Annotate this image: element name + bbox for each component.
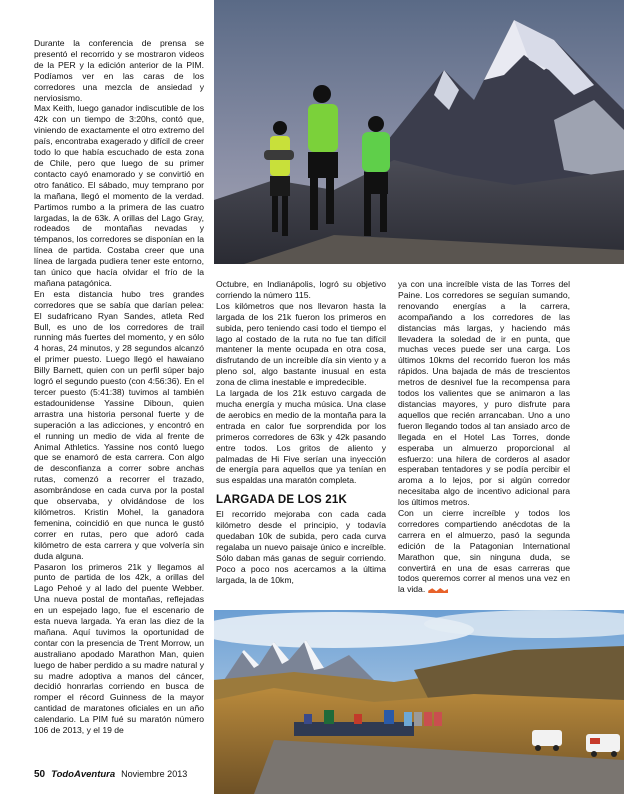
- paragraph: En esta distancia hubo tres grandes corredores que se sabía que darían pelea: El sudafricano Ryan Sandes, atleta Red Bull, es uno de los corredores de trail running más fuertes del momento, y en sólo 4 horas, 24 minutos, y 28 segundos alcanzó el primer puesto. Luego llegó el hawaiano Billy Barnett, quien con un perfil súper bajo logró el segundo puesto (con 4:56:36). En el tercer puesto (5:41:38) tuvimos al también estadounidense Yassine Diboun, quien arrastra una historia personal fuerte y de superación a las adicciones, y encontró en el running un medio de vida al frente de Animal Athletics. Yassine nos contó luego que se enamoró de esta carrera. Con algo de desconfianza a correr sobre anchas rutas, comenzó a recorrer el trazado, asombrándose en cada curva por la postal que observaba, y olvidándose de los kilómetros. Kristin Mohel, la ganadora femenina, coincidió en que nunca le gustó correr en rutas, pero que adoró cada kilómetro de esta carrera y que volvería sin duda alguna.: [34, 288, 204, 561]
- torres-del-paine-photo: [214, 610, 624, 794]
- paragraph: Max Keith, luego ganador indiscutible de los 42k con un tiempo de 3:20hs, contó que, viniendo de exactamente el otro extremo del país, encontraba exagerado y difícil de creer todo lo que había escuchado de esta zona de Chile, pero que luego de su primer contacto cayó enamorado y se convirtió en otro fanático. El sábado, muy temprano por la mañana, llegó el momento de la verdad. Partimos rumbo a la primera de las cuatro largadas, la de 63k. A orillas del Lago Gray, rodeados de montañas nevadas y témpanos, los corredores se disponían en la línea de partida. Costaba creer que una línea de largada pudiera tener este entorno, tan único que hacía olvidar el frío de la mañana patagónica.: [34, 103, 204, 288]
- paragraph: Octubre, en Indianápolis, logró su objetivo corriendo la número 115.: [216, 279, 386, 300]
- issue-date: Noviembre 2013: [121, 769, 188, 779]
- paragraph: Durante la conferencia de prensa se presentó el recorrido y se mostraron videos de la PER y la edición anterior de la PIM. Podíamos ver en las caras de los corredores una mezcla de ansiedad y nerviosismo.: [34, 38, 204, 103]
- magazine-name: TodoAventura: [51, 769, 116, 780]
- article-column-3: [398, 279, 570, 595]
- closing-paragraph-text: Con un cierre increíble y todos los corredores compartiendo anécdotas de la carrera en el almuerzo, pasó la segunda edición de la Patagonian International Marathon que, sin ninguna duda, se convertirá en una de esas carreras que todos queremos correr al menos una vez en la vida.: [398, 508, 570, 595]
- paragraph: La largada de los 21k estuvo cargada de mucha energía y mucha música. Una clase de aerobics en medio de la montaña para la entrada en calor fue sorprendida por los primeros corredores de 63k y 42k pasando entre todos. Los gritos de aliento y palmadas de Hi Five serían una inyección de energía para aquellos que ya tenían en sus espaldas una maratón completa.: [216, 388, 386, 486]
- end-of-article-mark: [428, 587, 448, 593]
- article-column-1: [34, 38, 204, 736]
- page-number: 50: [34, 769, 46, 780]
- section-heading: LARGADA DE LOS 21K: [216, 494, 347, 507]
- runners-mountain-photo: [214, 0, 624, 264]
- paragraph: [398, 508, 570, 595]
- page-footer: [34, 769, 187, 780]
- article-column-2: [216, 279, 386, 586]
- paragraph: Pasaron los primeros 21k y llegamos al punto de partida de los 42k, a orillas del Lago Pehoé y al lado del puente Webber. Una nueva postal de montañas, reflejadas en un espejado lago, fue el escenario de esta nueva largada. Ya eran las diez de la mañana. Aquí tuvimos la oportunidad de contar con la presencia de Trent Morrow, un australiano apodado Marathon Man, quien luego de haber perdido a su madre natural y su madre adoptiva a manos del cáncer, decidió honrarlas corriendo en busca de romper el récord Guinness de la mayor cantidad de maratones oficiales en un año calendario. La PIM fué su maratón número 106 de 2013, y el 19 de: [34, 561, 204, 736]
- paragraph: ya con una increíble vista de las Torres del Paine. Los corredores se seguían sumando, renovando energías a la carrera, acompañando a los corredores de las distancias más largas, y haciendo más llevadera la soledad de ir en punta, que muchas veces puede ser una carga. Los últimos 10kms del recorrido fueron los más rápidos. Una bajada de más de trescientos metros de desnivel fue la recompensa para todos los valientes que se animaron a las distancias mayores, y puro disfrute para aquellos que recién arrancaban. Uno a uno fueron llegando todos al tan ansiado arco de llegada en el Hotel Las Torres, donde esperaba un almuerzo proporcional al esfuerzo: una hilera de corderos al asador esperaban tentadores y se podía percibir el aroma a lo lejos, por si algún corredor necesitaba algo de incentivo adicional para los últimos metros.: [398, 279, 570, 508]
- paragraph: El recorrido mejoraba con cada cada kilómetro desde el principio, y todavía quedaban 10k de subida, pero cada curva regalaba un nuevo paisaje único e increíble. Sólo daban más ganas de seguir corriendo. Poco a poco nos acercamos a la última largada, la de 10km,: [216, 509, 386, 585]
- paragraph: Los kilómetros que nos llevaron hasta la largada de los 21k fueron los primeros en subida, pero teniendo casi todo el tiempo el lago al costado de la ruta no fue tan difícil mantener la mente ocupada en otra cosa, disfrutando de un increíble día sin viento y a pleno sol, algo bastante inusual en esta zona de clima inestable e impredecible.: [216, 300, 386, 388]
